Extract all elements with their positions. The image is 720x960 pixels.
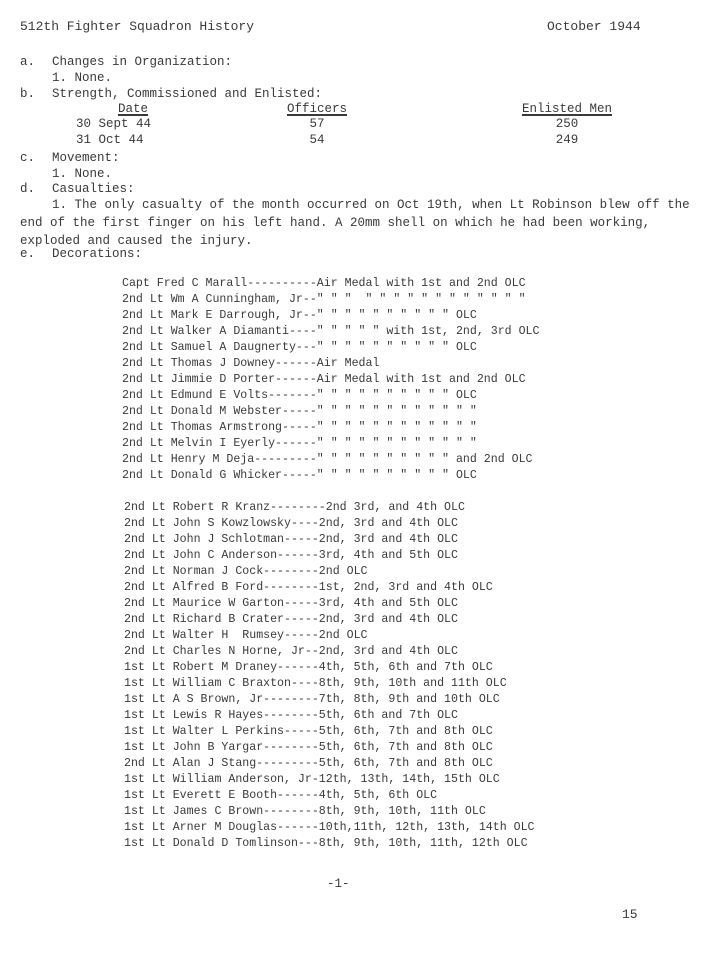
- page-marker: -1-: [327, 877, 350, 891]
- decoration-entry: 2nd Lt Alfred B Ford--------1st, 2nd, 3rd and 4th OLC: [124, 581, 493, 594]
- section-d-marker: d.: [20, 182, 36, 196]
- decoration-entry: 2nd Lt Alan J Stang---------5th, 6th, 7th and 8th OLC: [124, 757, 493, 770]
- section-e-marker: e.: [20, 247, 36, 261]
- decoration-entry: 2nd Lt Robert R Kranz--------2nd 3rd, and 4th OLC: [124, 501, 465, 514]
- decoration-entry: 2nd Lt Samuel A Daugnerty---" " " " " " " " " " OLC: [122, 341, 477, 354]
- section-a-heading: Changes in Organization:: [52, 55, 233, 69]
- decoration-entry: 2nd Lt John S Kowzlowsky----2nd, 3rd and 4th OLC: [124, 517, 458, 530]
- decoration-entry: 1st Lt William Anderson, Jr-12th, 13th, 14th, 15th OLC: [124, 773, 500, 786]
- decoration-entry: 2nd Lt John C Anderson------3rd, 4th and 5th OLC: [124, 549, 458, 562]
- strength-row-date: 30 Sept 44: [76, 117, 152, 131]
- decoration-entry: Capt Fred C Marall----------Air Medal with 1st and 2nd OLC: [122, 277, 526, 290]
- decoration-entry: 1st Lt Walter L Perkins-----5th, 6th, 7th and 8th OLC: [124, 725, 493, 738]
- decoration-entry: 2nd Lt Donald G Whicker-----" " " " " " " " " " OLC: [122, 469, 477, 482]
- section-c-heading: Movement:: [52, 151, 120, 165]
- casualty-paragraph: 1. The only casualty of the month occurred on Oct 19th, when Lt Robinson blew off the end of the first finger on his left hand. A 20mm shell on which he had been working, exploded and caused the injury.: [20, 198, 690, 248]
- decoration-entry: 2nd Lt Walker A Diamanti----" " " " " with 1st, 2nd, 3rd OLC: [122, 325, 540, 338]
- decoration-entry: 1st Lt Lewis R Hayes--------5th, 6th and 7th OLC: [124, 709, 458, 722]
- decoration-entry: 2nd Lt Wm A Cunningham, Jr--" " " " " " " " " " " " " " ": [122, 293, 526, 306]
- decoration-entry: 2nd Lt Maurice W Garton-----3rd, 4th and 5th OLC: [124, 597, 458, 610]
- strength-header-officers: Officers: [286, 102, 347, 116]
- decoration-entry: 1st Lt A S Brown, Jr--------7th, 8th, 9th and 10th OLC: [124, 693, 500, 706]
- section-c-marker: c.: [20, 151, 36, 165]
- section-b-heading: Strength, Commissioned and Enlisted:: [52, 87, 323, 101]
- decoration-entry: 1st Lt James C Brown--------8th, 9th, 10th, 11th OLC: [124, 805, 486, 818]
- decoration-entry: 2nd Lt John J Schlotman-----2nd, 3rd and 4th OLC: [124, 533, 458, 546]
- document-date: October 1944: [547, 19, 641, 34]
- decoration-entry: 2nd Lt Charles N Horne, Jr--2nd, 3rd and 4th OLC: [124, 645, 458, 658]
- decoration-entry: 2nd Lt Melvin I Eyerly------" " " " " " " " " " " ": [122, 437, 477, 450]
- decoration-entry: 2nd Lt Norman J Cock--------2nd OLC: [124, 565, 368, 578]
- decoration-entry: 2nd Lt Walter H Rumsey-----2nd OLC: [124, 629, 368, 642]
- decoration-entry: 1st Lt William C Braxton----8th, 9th, 10th and 11th OLC: [124, 677, 507, 690]
- strength-header-date: Date: [117, 102, 148, 116]
- section-a-item: 1. None.: [52, 71, 113, 85]
- strength-row-officers: 57: [309, 117, 325, 131]
- decoration-entry: 2nd Lt Thomas J Downey------Air Medal: [122, 357, 380, 370]
- decoration-entry: 1st Lt Robert M Draney------4th, 5th, 6th and 7th OLC: [124, 661, 493, 674]
- section-a-marker: a.: [20, 55, 36, 69]
- decoration-entry: 1st Lt Donald D Tomlinson---8th, 9th, 10th, 11th, 12th OLC: [124, 837, 528, 850]
- decoration-entry: 2nd Lt Richard B Crater-----2nd, 3rd and 4th OLC: [124, 613, 458, 626]
- page-number: 15: [622, 907, 638, 922]
- strength-row-enlisted: 249: [555, 133, 579, 147]
- strength-row-date: 31 Oct 44: [76, 133, 144, 147]
- document-title: 512th Fighter Squadron History: [20, 19, 255, 34]
- decoration-entry: 1st Lt Arner M Douglas------10th,11th, 12th, 13th, 14th OLC: [124, 821, 535, 834]
- section-b-marker: b.: [20, 87, 36, 101]
- section-e-heading: Decorations:: [52, 247, 143, 261]
- decoration-entry: 2nd Lt Donald M Webster-----" " " " " " " " " " " ": [122, 405, 477, 418]
- decoration-entry: 2nd Lt Edmund E Volts-------" " " " " " " " " " OLC: [122, 389, 477, 402]
- strength-header-enlisted: Enlisted Men: [521, 102, 612, 116]
- decoration-entry: 2nd Lt Thomas Armstrong-----" " " " " " " " " " " ": [122, 421, 477, 434]
- decoration-entry: 2nd Lt Mark E Darrough, Jr--" " " " " " " " " " OLC: [122, 309, 477, 322]
- strength-row-enlisted: 250: [555, 117, 579, 131]
- strength-row-officers: 54: [309, 133, 325, 147]
- decoration-entry: 1st Lt Everett E Booth------4th, 5th, 6th OLC: [124, 789, 438, 802]
- decoration-entry: 2nd Lt Jimmie D Porter------Air Medal with 1st and 2nd OLC: [122, 373, 526, 386]
- section-d-heading: Casualties:: [52, 182, 135, 196]
- section-c-item: 1. None.: [52, 167, 113, 181]
- decoration-entry: 1st Lt John B Yargar--------5th, 6th, 7th and 8th OLC: [124, 741, 493, 754]
- decoration-entry: 2nd Lt Henry M Deja---------" " " " " " " " " " and 2nd OLC: [122, 453, 533, 466]
